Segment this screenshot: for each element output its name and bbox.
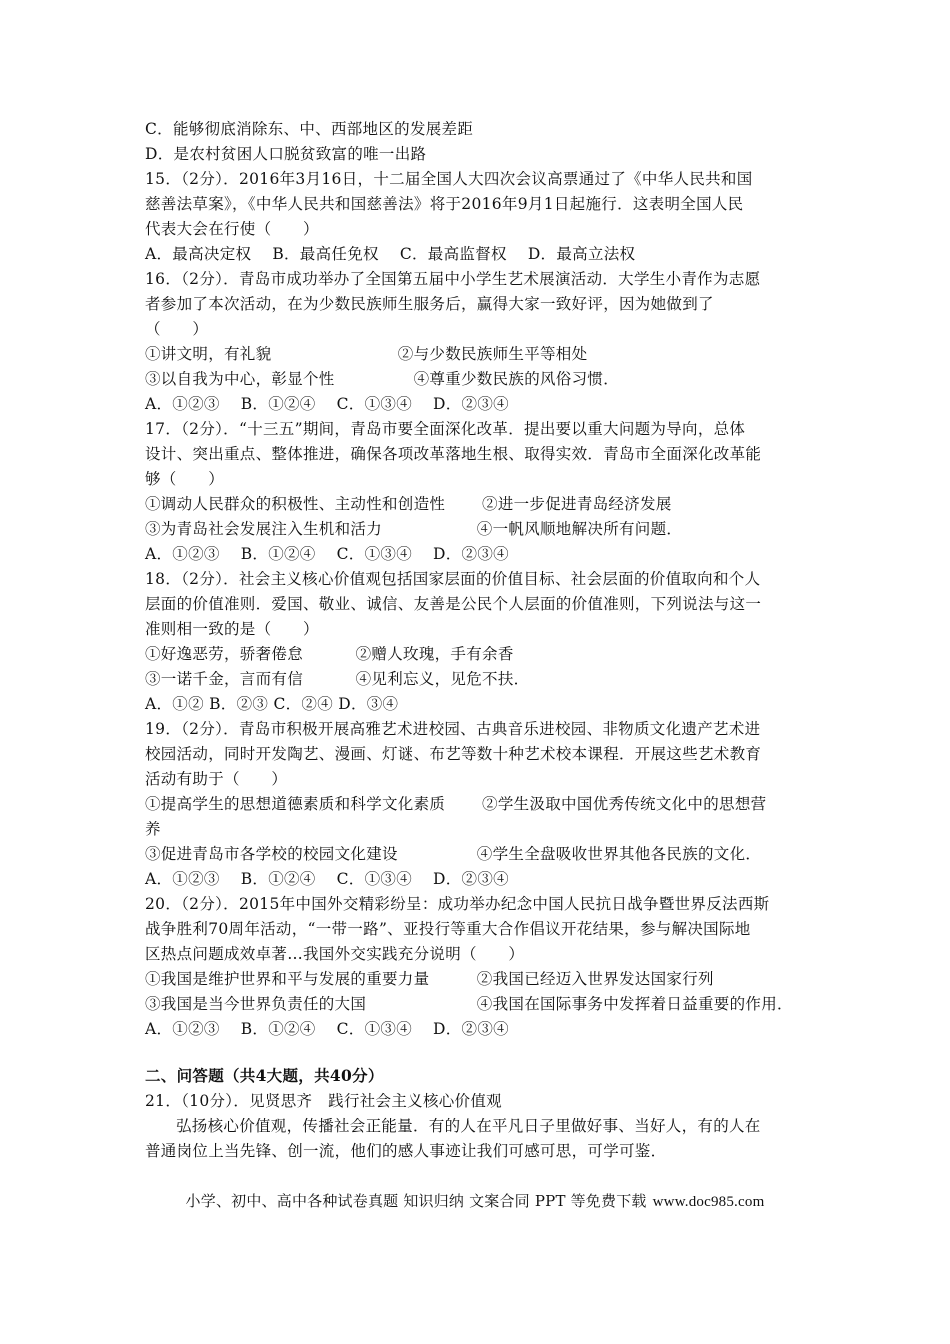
question-18-line-1: 18．（2分）．社会主义核心价值观包括国家层面的价值目标、社会层面的价值取向和个人 bbox=[145, 570, 761, 588]
question-15-line-1: 15．（2分）．2016年3月16日，十二届全国人大四次会议高票通过了《中华人民共和国 bbox=[145, 170, 753, 188]
question-16-statements-1: ①讲文明，有礼貌 ②与少数民族师生平等相处 bbox=[145, 345, 588, 363]
question-16-line-3: （ ） bbox=[145, 320, 209, 338]
question-20-statements-1: ①我国是维护世界和平与发展的重要力量 ②我国已经迈入世界发达国家行列 bbox=[145, 970, 714, 988]
question-17-line-1: 17．（2分）．“十三五”期间，青岛市要全面深化改革．提出要以重大问题为导向，总体 bbox=[145, 420, 746, 438]
footer-text: 小学、初中、高中各种试卷真题 知识归纳 文案合同 PPT 等免费下载 bbox=[185, 1192, 647, 1210]
question-20-line-1: 20．（2分）．2015年中国外交精彩纷呈：成功举办纪念中国人民抗日战争暨世界反法西斯 bbox=[145, 895, 770, 913]
question-15-line-2: 慈善法草案》，《中华人民共和国慈善法》将于2016年9月1日起施行．这表明全国人民 bbox=[145, 195, 744, 213]
question-15-options: A．最高决定权 B．最高任免权 C．最高监督权 D．最高立法权 bbox=[145, 245, 636, 263]
question-19-statements-2: ③促进青岛市各学校的校园文化建设 ④学生全盘吸收世界其他各民族的文化． bbox=[145, 845, 762, 863]
question-21-title: 21．（10分）．见贤思齐 践行社会主义核心价值观 bbox=[145, 1092, 502, 1110]
question-17-options: A．①②③ B．①②④ C．①③④ D．②③④ bbox=[145, 545, 509, 563]
question-16-line-2: 者参加了本次活动，在为少数民族师生服务后，赢得大家一致好评，因为她做到了 bbox=[145, 295, 714, 313]
question-17-line-2: 设计、突出重点、整体推进，确保各项改革落地生根、取得实效．青岛市全面深化改革能 bbox=[145, 445, 762, 463]
question-16-statements-2: ③以自我为中心，彰显个性 ④尊重少数民族的风俗习惯． bbox=[145, 370, 620, 388]
question-21-paragraph-line-2: 普通岗位上当先锋、创一流，他们的感人事迹让我们可感可思，可学可鉴． bbox=[145, 1142, 667, 1160]
question-18-statements-2: ③一诺千金，言而有信 ④见利忘义，见危不扶． bbox=[145, 670, 530, 688]
option-d-line: D．是农村贫困人口脱贫致富的唯一出路 bbox=[145, 145, 427, 163]
question-20-line-2: 战争胜利70周年活动，“一带一路”、亚投行等重大合作倡议开花结果，参与解决国际地 bbox=[145, 920, 751, 938]
question-18-options: A．①② B．②③ C．②④ D．③④ bbox=[145, 695, 399, 713]
question-19-line-3: 活动有助于（ ） bbox=[145, 770, 288, 788]
question-19-line-2: 校园活动，同时开发陶艺、漫画、灯谜、布艺等数十种艺术校本课程．开展这些艺术教育 bbox=[145, 745, 762, 763]
question-15-line-3: 代表大会在行使（ ） bbox=[145, 220, 319, 238]
question-19-statements-1: ①提高学生的思想道德素质和科学文化素质 ②学生汲取中国优秀传统文化中的思想营 bbox=[145, 795, 767, 813]
question-17-statements-2: ③为青岛社会发展注入生机和活力 ④一帆风顺地解决所有问题． bbox=[145, 520, 683, 538]
question-19-options: A．①②③ B．①②④ C．①③④ D．②③④ bbox=[145, 870, 509, 888]
question-16-options: A．①②③ B．①②④ C．①③④ D．②③④ bbox=[145, 395, 509, 413]
question-19-line-1: 19．（2分）．青岛市积极开展高雅艺术进校园、古典音乐进校园、非物质文化遗产艺术进 bbox=[145, 720, 761, 738]
section-heading: 二、问答题（共4大题，共40分） bbox=[145, 1066, 384, 1085]
question-16-line-1: 16．（2分）．青岛市成功举办了全国第五届中小学生艺术展演活动．大学生小青作为志愿 bbox=[145, 270, 761, 288]
question-18-line-3: 准则相一致的是（ ） bbox=[145, 620, 319, 638]
question-17-statements-1: ①调动人民群众的积极性、主动性和创造性 ②进一步促进青岛经济发展 bbox=[145, 495, 672, 513]
question-20-statements-2: ③我国是当今世界负责任的大国 ④我国在国际事务中发挥着日益重要的作用． bbox=[145, 995, 793, 1013]
question-18-statements-1: ①好逸恶劳，骄奢倦怠 ②赠人玫瑰，手有余香 bbox=[145, 645, 514, 663]
question-20-options: A．①②③ B．①②④ C．①③④ D．②③④ bbox=[145, 1020, 509, 1038]
question-20-line-3: 区热点问题成效卓著…我国外交实践充分说明（ ） bbox=[145, 945, 525, 963]
option-c-line: C．能够彻底消除东、中、西部地区的发展差距 bbox=[145, 120, 474, 138]
question-18-line-2: 层面的价值准则．爱国、敬业、诚信、友善是公民个人层面的价值准则，下列说法与这一 bbox=[145, 595, 762, 613]
footer-link[interactable]: www.doc985.com bbox=[652, 1194, 765, 1210]
question-19-statements-1-cont: 养 bbox=[145, 820, 161, 838]
question-21-paragraph-line-1: 弘扬核心价值观，传播社会正能量．有的人在平凡日子里做好事、当好人，有的人在 bbox=[176, 1117, 761, 1135]
question-17-line-3: 够（ ） bbox=[145, 470, 225, 488]
page-footer bbox=[0, 1190, 950, 1211]
